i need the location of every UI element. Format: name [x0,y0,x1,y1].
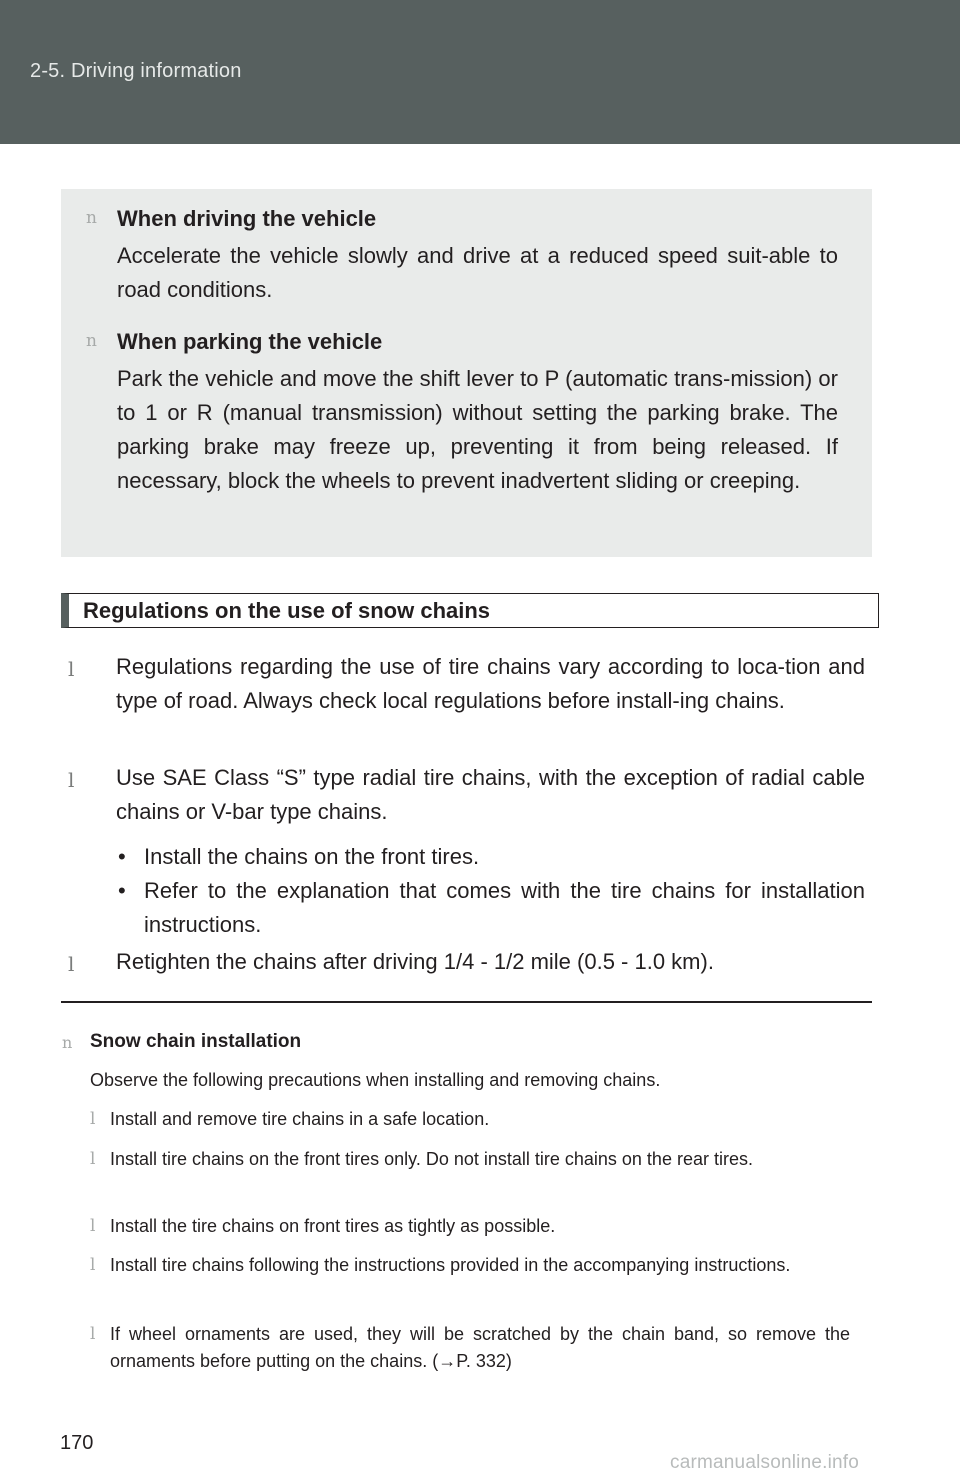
regulation-bullet: Regulations regarding the use of tire chains vary according to loca-tion and type of road. Always check local regulations before install-ing chains. [116,654,865,713]
round-bullet-icon: l [90,1109,96,1129]
sub-bullet: Refer to the explanation that comes with the tire chains for installation instructions. [144,878,865,937]
divider [61,1001,872,1003]
regulation-bullet: Use SAE Class “S” type radial tire chains, with the exception of radial cable chains or V-bar type chains. [116,765,865,824]
watermark: carmanualsonline.info [670,1452,860,1473]
round-bullet-icon: l [90,1255,96,1275]
square-bullet-icon: n [86,208,97,228]
round-bullet-icon: l [68,657,75,681]
note-bullet: Install tire chains following the instructions provided in the accompanying instructions. [110,1255,791,1275]
page-number: 170 [60,1432,94,1454]
page-header [0,0,960,144]
square-bullet-icon: n [62,1033,73,1052]
tips-box [61,189,872,557]
note-bullet: Install and remove tire chains in a safe location. [110,1109,490,1129]
regulation-bullet: Retighten the chains after driving 1/4 - 1/2 mile (0.5 - 1.0 km). [116,949,714,974]
note-bullet: Install the tire chains on front tires as tightly as possible. [110,1216,556,1236]
note-bullet: Install tire chains on the front tires only. Do not install tire chains on the rear tires. [110,1149,753,1169]
section-title: Regulations on the use of snow chains [83,598,491,623]
note-title: Snow chain installation [90,1031,302,1052]
square-bullet-icon: n [86,331,97,351]
section-heading [61,593,879,628]
section-breadcrumb: 2-5. Driving information [30,60,242,82]
sub-bullet: Install the chains on the front tires. [144,844,480,869]
tip-text: Accelerate the vehicle slowly and drive at a reduced speed suit-able to road conditions. [117,243,838,302]
round-bullet-icon: l [68,768,75,792]
note-bullet: If wheel ornaments are used, they will be scratched by the chain band, so remove the ornaments before putting on the chains. (→P. 332) [110,1324,850,1371]
round-bullet-icon: l [90,1149,96,1169]
tip-title: When parking the vehicle [117,329,383,354]
tip-title: When driving the vehicle [117,206,377,231]
tip-text: Park the vehicle and move the shift lever to P (automatic trans-mission) or to 1 or R (manual transmission) without setting the parking brake. The parking brake may freeze up, preventing it from being released. If necessary, block the wheels to prevent inadvertent sliding or creeping. [117,366,838,493]
dot-bullet-icon: • [118,844,126,869]
round-bullet-icon: l [90,1216,96,1236]
dot-bullet-icon: • [118,878,126,903]
note-intro: Observe the following precautions when installing and removing chains. [90,1070,661,1090]
round-bullet-icon: l [68,952,75,976]
round-bullet-icon: l [90,1324,96,1344]
